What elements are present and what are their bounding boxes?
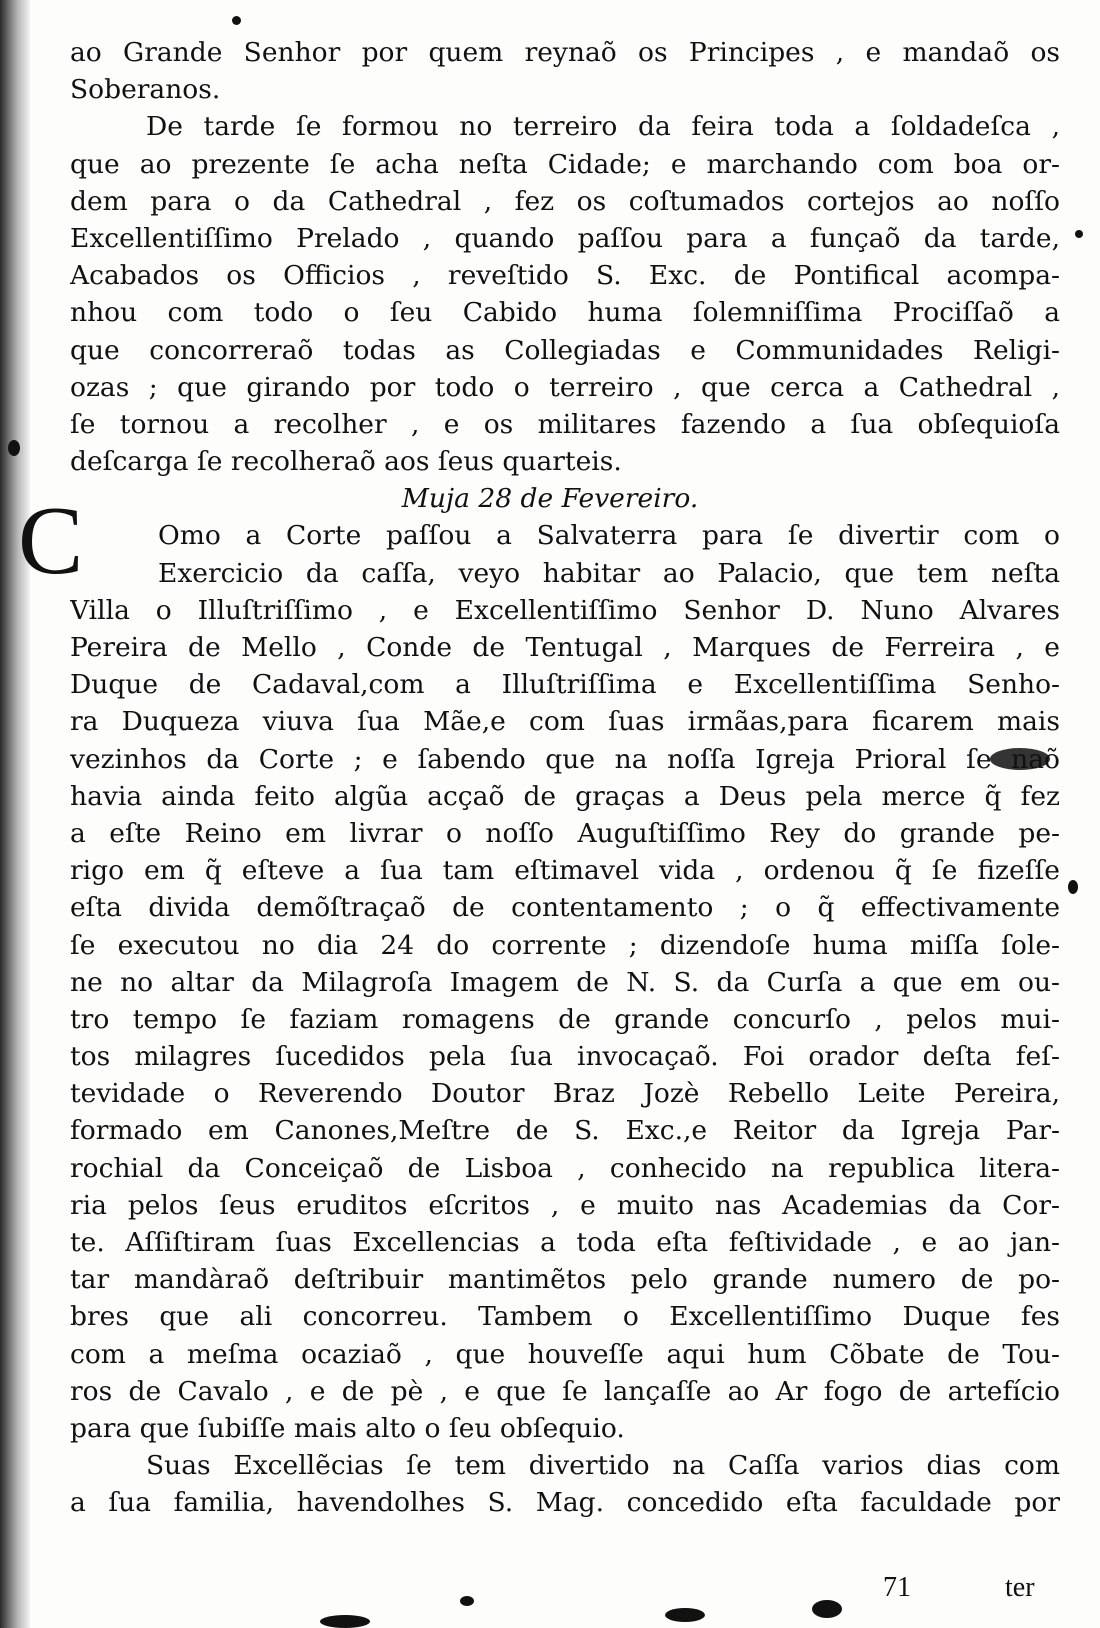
text-line: Suas Excellẽcias ſe tem divertido na Caſſa varios dias com xyxy=(146,1450,1060,1482)
text-line: dem para o da Cathedral , fez os coſtumados cortejos ao noſſo xyxy=(70,185,1060,217)
text-line: vezinhos da Corte ; e ſabendo que na noſſa Igreja Prioral ſe naõ xyxy=(70,743,1060,775)
ink-speck xyxy=(8,440,20,456)
text-line: tro tempo ſe faziam romagens de grande concurſo , pelos mui- xyxy=(70,1003,1060,1035)
text-line: a eſte Reino em livrar o noſſo Auguſtiſſimo Rey do grande pe- xyxy=(70,817,1060,849)
text-line: ao Grande Senhor por quem reynaõ os Principes , e mandaõ os xyxy=(70,37,1060,68)
text-line: tevidade o Reverendo Doutor Braz Jozè Rebello Leite Pereira, xyxy=(70,1078,1060,1110)
text-line: para que ſubiſſe mais alto o ſeu obſequio. xyxy=(70,1412,625,1444)
dateline: Muja 28 de Fevereiro. xyxy=(401,483,699,515)
catchword: ter xyxy=(1005,1572,1035,1603)
ink-speck xyxy=(1068,880,1078,894)
text-line: deſcarga ſe recolheraõ aos ſeus quarteis. xyxy=(70,446,622,478)
text-line: ſe executou no dia 24 do corrente ; dizendoſe huma miſſa ſole- xyxy=(70,929,1060,961)
text-line: eſta divida demõſtraçaõ de contentamento ; o q̃ effectivamente xyxy=(70,892,1060,924)
text-line: Pereira de Mello , Conde de Tentugal , Marques de Ferreira , e xyxy=(70,632,1060,663)
ink-speck xyxy=(812,1600,842,1618)
page-number: 71 xyxy=(883,1572,911,1603)
ink-speck xyxy=(665,1608,705,1622)
text-line: Acabados os Officios , reveſtido S. Exc. de Pontifical acompa- xyxy=(70,260,1060,292)
text-line: Omo a Corte paſſou a Salvaterra para ſe divertir com o xyxy=(158,520,1060,552)
text-line: tar mandàraõ deſtribuir mantimẽtos pelo grande numero de po- xyxy=(70,1264,1060,1296)
page-gutter-shadow xyxy=(0,0,30,1628)
text-line: que ao prezente ſe acha neſta Cidade; e marchando com boa or- xyxy=(70,148,1060,180)
ink-speck xyxy=(1075,230,1083,238)
text-line: te. Aſſiſtiram ſuas Excellencias a toda eſta feſtividade , e ao jan- xyxy=(70,1227,1060,1258)
text-line: havia ainda feito algũa acçaõ de graças a Deus pela merce q̃ fez xyxy=(70,780,1060,812)
text-line: Villa o Illuſtriſſimo , e Excellentiſſimo Senhor D. Nuno Alvares xyxy=(70,594,1060,626)
text-line: Soberanos. xyxy=(70,74,221,106)
text-line: tos milagres ſucedidos pela ſua invocaçaõ. Foi orador deſta feſ- xyxy=(70,1041,1060,1073)
text-line: com a meſma ocaziaõ , que houveſſe aqui hum Cõbate de Tou- xyxy=(70,1338,1060,1370)
text-line: ros de Cavalo , e de pè , e que ſe lançaſſe ao Ar fogo de artefício xyxy=(70,1375,1060,1407)
text-line: Exercicio da caſſa, veyo habitar ao Palacio, que tem neſta xyxy=(158,557,1060,589)
ink-speck xyxy=(232,16,241,25)
text-line: ra Duqueza viuva ſua Mãe,e com ſuas irmãas,para ficarem mais xyxy=(70,706,1060,738)
text-line: bres que ali concorreu. Tambem o Excellentiſſimo Duque fes xyxy=(70,1301,1060,1333)
body-text xyxy=(70,34,1060,1522)
text-line: ne no altar da Milagroſa Imagem de N. S. da Curſa a que em ou- xyxy=(70,966,1060,998)
ink-speck xyxy=(320,1615,370,1628)
text-line: ſe tornou a recolher , e os militares fazendo a ſua obſequioſa xyxy=(70,408,1060,440)
text-line: formado em Canones,Meſtre de S. Exc.,e Reitor da Igreja Par- xyxy=(70,1115,1060,1147)
text-line: que concorreraõ todas as Collegiadas e Communidades Religi- xyxy=(70,334,1060,366)
text-line: De tarde ſe formou no terreiro da feira toda a ſoldadeſca , xyxy=(146,111,1060,143)
text-line: nhou com todo o ſeu Cabido huma ſolemniſſima Prociſſaõ a xyxy=(70,297,1060,329)
text-line: rochial da Conceiçaõ de Lisboa , conhecido na republica litera- xyxy=(70,1152,1060,1184)
text-line: Duque de Cadaval,com a Illuſtriſſima e Excellentiſſima Senho- xyxy=(70,669,1060,701)
text-line: ozas ; que girando por todo o terreiro , que cerca a Cathedral , xyxy=(70,371,1060,403)
ink-speck xyxy=(460,1596,474,1606)
text-line: ria pelos ſeus eruditos eſcritos , e muito nas Academias da Cor- xyxy=(70,1189,1060,1221)
text-line: a ſua familia, havendolhes S. Mag. concedido eſta faculdade por xyxy=(70,1487,1060,1519)
drop-cap: C xyxy=(18,487,84,595)
text-line: Excellentiſſimo Prelado , quando paſſou para a funçaõ da tarde, xyxy=(70,222,1060,254)
text-line: rigo em q̃ eſteve a ſua tam eſtimavel vida , ordenou q̃ ſe fizeſſe xyxy=(70,855,1060,887)
